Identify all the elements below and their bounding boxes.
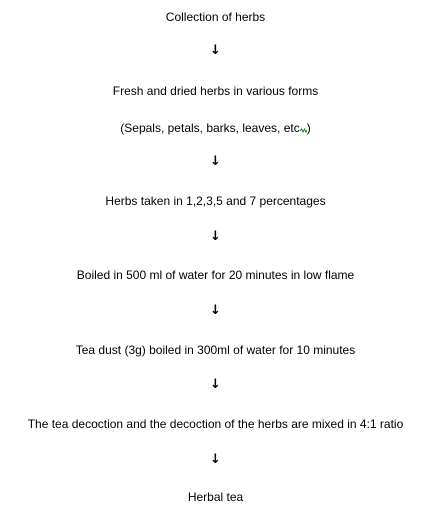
- step-fresh-and-dried-herbs: Fresh and dried herbs in various forms: [112, 84, 319, 98]
- down-arrow-icon: ↓: [210, 303, 221, 318]
- step-decoctions-mixed: The tea decoction and the decoction of the herbs are mixed in 4:1 ratio: [27, 417, 404, 431]
- herb-forms-note-close: ): [306, 121, 311, 135]
- down-arrow-icon: ↓: [210, 43, 221, 58]
- down-arrow-icon: ↓: [210, 377, 221, 392]
- down-arrow-icon: ↓: [210, 452, 221, 467]
- step-herbal-tea: Herbal tea: [187, 490, 244, 504]
- step-tea-dust-boiled: Tea dust (3g) boiled in 300ml of water for 10 minutes: [75, 343, 356, 357]
- herb-forms-note-text: (Sepals, petals, barks, leaves, etc: [120, 121, 300, 135]
- step-collection-of-herbs: Collection of herbs: [165, 10, 266, 24]
- down-arrow-icon: ↓: [210, 154, 221, 169]
- step-herb-percentages: Herbs taken in 1,2,3,5 and 7 percentages: [105, 194, 326, 208]
- spellcheck-squiggle-icon: [300, 128, 307, 133]
- step-boiled-herbs: Boiled in 500 ml of water for 20 minutes in low flame: [76, 268, 355, 282]
- step-herb-forms-note: [0, 121, 431, 135]
- down-arrow-icon: ↓: [210, 229, 221, 244]
